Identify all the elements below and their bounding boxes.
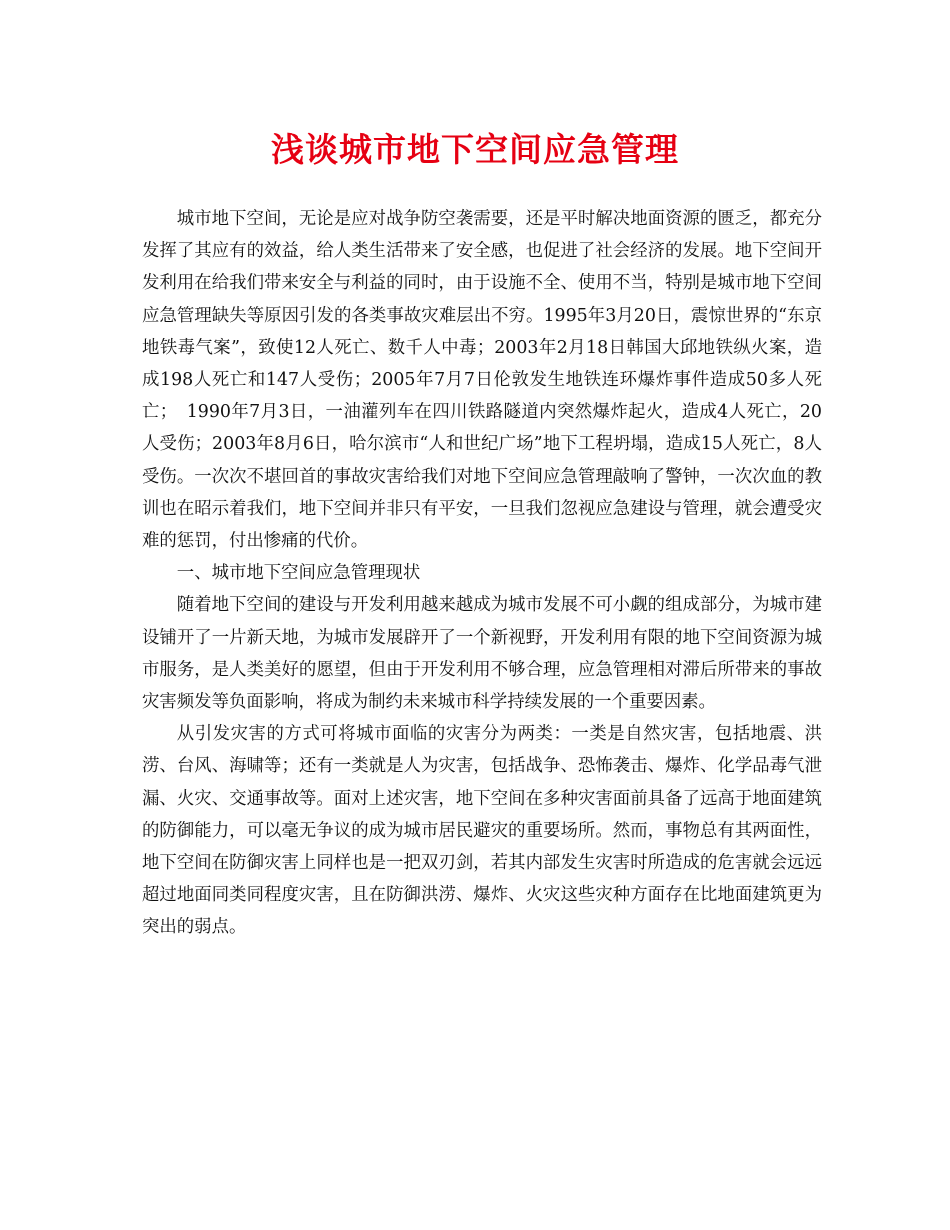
- document-body: [142, 203, 822, 944]
- section-heading: 一、城市地下空间应急管理现状: [176, 563, 421, 584]
- paragraph-disaster-types: 从引发灾害的方式可将城市面临的灾害分为两类：一类是自然灾害，包括地震、洪涝、台风、海啸等；还有一类就是人为灾害，包括战争、恐怖袭击、爆炸、化学品毒气泄漏、火灾、交通事故等。面对上述灾害，地下空间在多种灾害面前具备了远高于地面建筑的防御能力，可以毫无争议的成为城市居民避灾的重要场所。然而，事物总有其两面性，地下空间在防御灾害上同样也是一把双刃剑，若其内部发生灾害时所造成的危害就会远远超过地面同类同程度灾害，且在防御洪涝、爆炸、火灾这些灾种方面存在比地面建筑更为突出的弱点。: [142, 724, 822, 938]
- paragraph-status: 随着地下空间的建设与开发利用越来越成为城市发展不可小觑的组成部分，为城市建设铺开了一片新天地，为城市发展辟开了一个新视野，开发利用有限的地下空间资源为城市服务，是人类美好的愿望，但由于开发利用不够合理，应急管理相对滞后所带来的事故灾害频发等负面影响，将成为制约未来城市科学持续发展的一个重要因素。: [142, 595, 822, 713]
- paragraph-intro: 城市地下空间，无论是应对战争防空袭需要，还是平时解决地面资源的匮乏，都充分发挥了其应有的效益，给人类生活带来了安全感，也促进了社会经济的发展。地下空间开发利用在给我们带来安全与利益的同时，由于设施不全、使用不当，特别是城市地下空间应急管理缺失等原因引发的各类事故灾难层出不穷。1995年3月20日，震惊世界的“东京地铁毒气案”，致使12人死亡、数千人中毒；2003年2月18日韩国大邱地铁纵火案，造成198人死亡和147人受伤；2005年7月7日伦敦发生地铁连环爆炸事件造成50多人死亡； 1990年7月3日，一油灌列车在四川铁路隧道内突然爆炸起火，造成4人死亡，20人受伤；2003年8月6日，哈尔滨市“人和世纪广场”地下工程坍塌，造成15人死亡，8人受伤。一次次不堪回首的事故灾害给我们对地下空间应急管理敲响了警钟，一次次血的教训也在昭示着我们，地下空间并非只有平安，一旦我们忽视应急建设与管理，就会遭受灾难的惩罚，付出惨痛的代价。: [142, 209, 822, 552]
- document-title: 浅谈城市地下空间应急管理: [271, 130, 679, 169]
